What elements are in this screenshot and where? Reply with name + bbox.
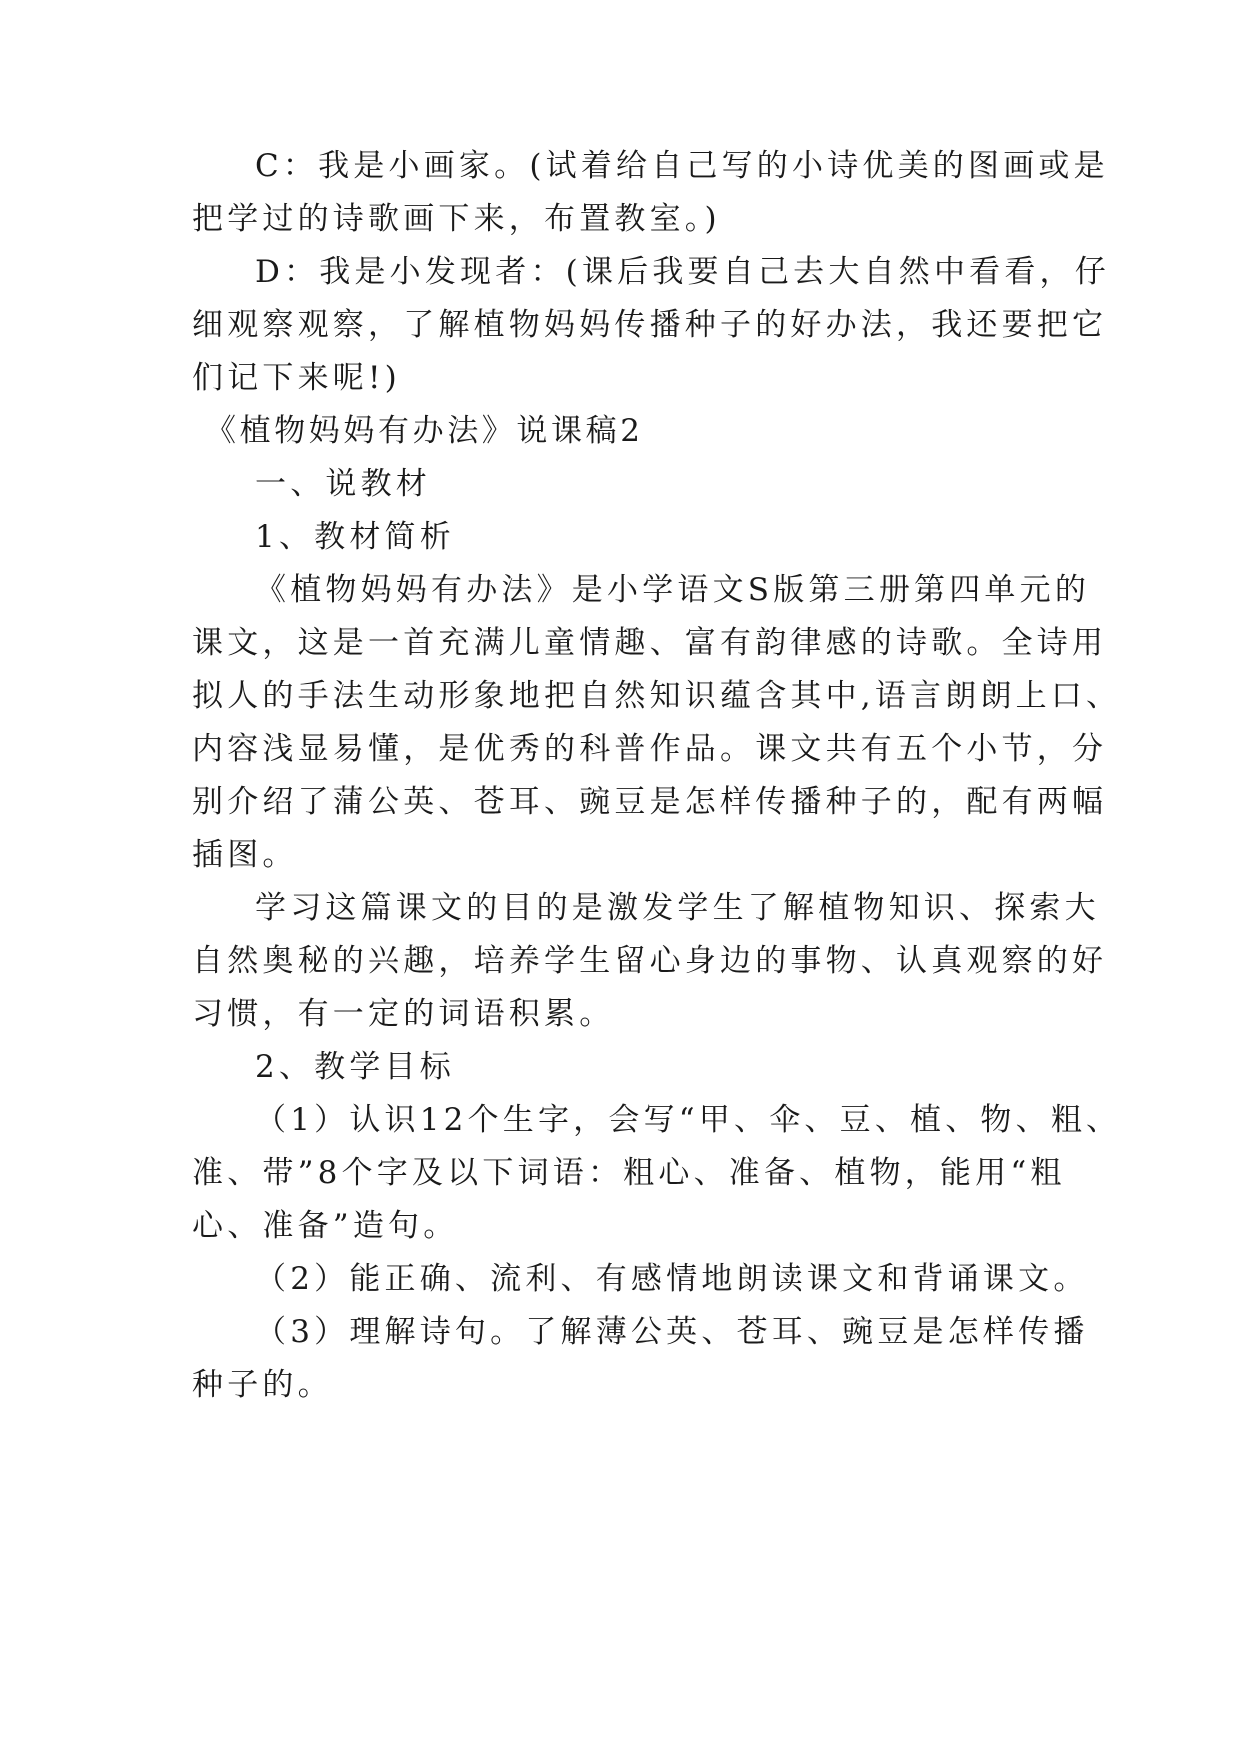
analysis-line-3: 拟人的手法生动形象地把自然知识蕴含其中,语言朗朗上口、 <box>192 678 1122 714</box>
goal-3-line-1: （3）理解诗句。了解薄公英、苍耳、豌豆是怎样传播 <box>255 1314 1089 1350</box>
analysis-line-2: 课文，这是一首充满儿童情趣、富有韵律感的诗歌。全诗用 <box>192 625 1108 661</box>
goal-1-line-2: 准、带”8个字及以下词语：粗心、准备、植物，能用“粗 <box>192 1155 1066 1191</box>
paragraph-c-line-2: 把学过的诗歌画下来，布置教室。) <box>192 201 721 237</box>
subsection-heading-2: 2、教学目标 <box>255 1049 455 1085</box>
document-title: 《植物妈妈有办法》说课稿2 <box>205 413 644 449</box>
purpose-line-2: 自然奥秘的兴趣，培养学生留心身边的事物、认真观察的好 <box>192 943 1108 979</box>
analysis-line-6: 插图。 <box>192 837 298 873</box>
analysis-line-5: 别介绍了蒲公英、苍耳、豌豆是怎样传播种子的，配有两幅 <box>192 784 1108 820</box>
goal-2-line-1: （2）能正确、流利、有感情地朗读课文和背诵课文。 <box>255 1261 1089 1297</box>
section-heading-1: 一、说教材 <box>255 466 431 502</box>
analysis-line-4: 内容浅显易懂，是优秀的科普作品。课文共有五个小节，分 <box>192 731 1108 767</box>
purpose-line-3: 习惯，有一定的词语积累。 <box>192 996 615 1032</box>
paragraph-c-line-1: C：我是小画家。(试着给自己写的小诗优美的图画或是 <box>255 148 1109 184</box>
subsection-heading-1: 1、教材简析 <box>255 519 455 555</box>
analysis-line-1: 《植物妈妈有办法》是小学语文S版第三册第四单元的 <box>255 572 1091 608</box>
goal-3-line-2: 种子的。 <box>192 1367 333 1403</box>
goal-1-line-1: （1）认识12个生字，会写“甲、伞、豆、植、物、粗、 <box>255 1102 1122 1138</box>
paragraph-d-line-3: 们记下来呢!) <box>192 360 401 396</box>
paragraph-d-line-1: D：我是小发现者：(课后我要自己去大自然中看看，仔 <box>255 254 1110 290</box>
purpose-line-1: 学习这篇课文的目的是激发学生了解植物知识、探索大 <box>255 890 1100 926</box>
goal-1-line-3: 心、准备”造句。 <box>192 1208 459 1244</box>
paragraph-d-line-2: 细观察观察，了解植物妈妈传播种子的好办法，我还要把它 <box>192 307 1108 343</box>
